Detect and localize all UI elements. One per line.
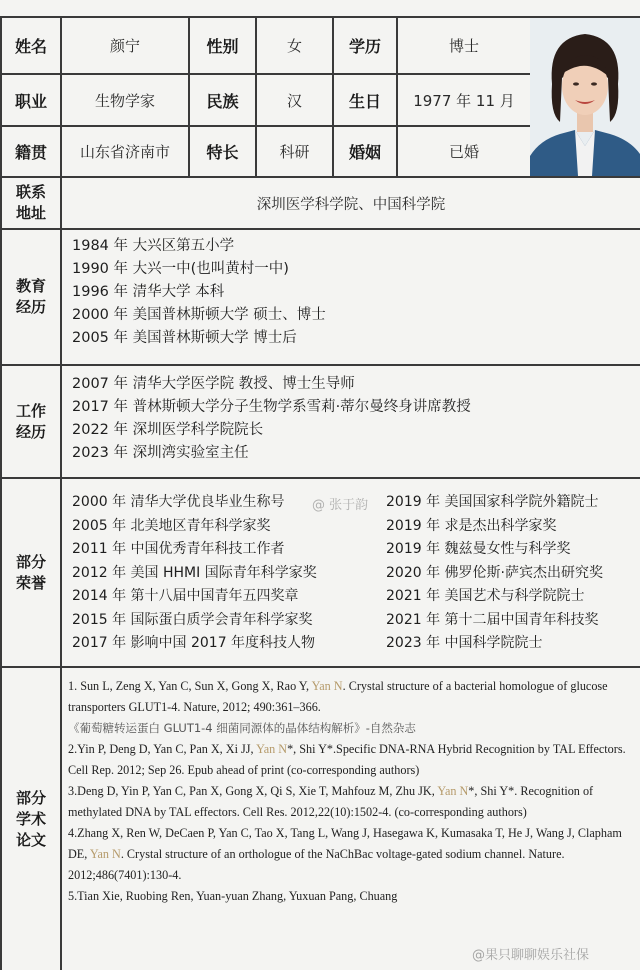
list-item: 2017 年 影响中国 2017 年度科技人物 xyxy=(72,635,316,651)
list-item: 2019 年 美国国家科学院外籍院士 xyxy=(386,494,599,510)
section-label-line: 论文 xyxy=(15,830,46,849)
highlighted-author: Yan N xyxy=(256,742,288,756)
section-label-line: 经历 xyxy=(15,298,46,316)
marriage-label: 婚姻 xyxy=(348,143,381,162)
work-list xyxy=(72,373,471,465)
honors-right-list xyxy=(386,491,603,656)
section-label-line: 部分 xyxy=(15,788,46,807)
section-label-line: 部分 xyxy=(15,552,46,571)
highlighted-author: Yan N xyxy=(311,679,343,693)
rule xyxy=(0,666,640,668)
list-item: 2019 年 魏兹曼女性与科学奖 xyxy=(386,541,571,557)
list-item: 2000 年 美国普林斯顿大学 硕士、博士 xyxy=(72,307,326,323)
list-item: 2023 年 中国科学院院士 xyxy=(386,635,543,651)
work-history-label xyxy=(2,366,60,477)
section-label-line: 学术 xyxy=(15,809,46,828)
top-strip xyxy=(0,0,640,16)
paper-text: 2.Yin P, Deng D, Yan C, Pan X, Xi JJ, xyxy=(68,742,257,756)
rule xyxy=(0,477,640,479)
list-item: 2000 年 清华大学优良毕业生称号 xyxy=(72,494,285,510)
gender-label: 性别 xyxy=(206,37,239,56)
highlighted-author: Yan N xyxy=(437,784,469,798)
list-item: 2014 年 第十八届中国青年五四奖章 xyxy=(72,588,299,604)
section-label-line: 工作 xyxy=(15,401,46,420)
paper-text: . Crystal structure of an orthologue of the NaChBac voltage-gated sodium channel. Nature. 2012;486(7401):130-4. xyxy=(68,847,565,882)
honors-label xyxy=(2,479,60,666)
list-item: 2019 年 求是杰出科学家奖 xyxy=(386,517,557,534)
paper-text: 3.Deng D, Yin P, Yan C, Pan X, Gong X, Qi S, Xie T, Mahfouz M, Zhu JK, xyxy=(68,784,438,798)
ethnicity-value: 汉 xyxy=(286,91,302,110)
birth-value: 1977 年 11 月 xyxy=(413,91,515,110)
education-value: 博士 xyxy=(448,37,479,55)
list-item: 2007 年 清华大学医学院 教授、博士生导师 xyxy=(72,376,355,392)
gender-value: 女 xyxy=(286,37,302,55)
paper-entry xyxy=(68,676,636,718)
address-label xyxy=(2,178,60,228)
papers-list xyxy=(68,676,636,970)
section-label-line: 经历 xyxy=(15,422,46,441)
paper-entry xyxy=(68,718,636,739)
paper-text: 4.Zhang X, Ren W, DeCaen P, Yan C, Tao X, Tang L, Wang J, Hasegawa K, Kumasaka T, He J, Wang J, Clapham DE, xyxy=(68,826,622,861)
list-item: 1996 年 清华大学 本科 xyxy=(72,284,225,300)
list-item: 2015 年 国际蛋白质学会青年科学家奖 xyxy=(72,611,313,628)
papers-label xyxy=(2,668,60,970)
specialty-value: 科研 xyxy=(279,143,310,161)
address-label-line: 联系 xyxy=(15,183,46,201)
list-item: 2011 年 中国优秀青年科技工作者 xyxy=(72,541,285,557)
list-item: 2023 年 深圳湾实验室主任 xyxy=(72,445,249,461)
address-label-line: 地址 xyxy=(15,204,46,222)
list-item: 2012 年 美国 HHMI 国际青年科学家奖 xyxy=(72,564,317,581)
paper-entry xyxy=(68,886,636,907)
marriage-value: 已婚 xyxy=(448,143,479,161)
watermark: @ 张于韵 xyxy=(312,498,369,513)
paper-entry xyxy=(68,739,636,781)
paper-translation: 《葡萄糖转运蛋白 GLUT1-4 细菌同源体的晶体结构解析》-自然杂志 xyxy=(68,721,416,735)
list-item: 2005 年 北美地区青年科学家奖 xyxy=(72,517,271,534)
job-label: 职业 xyxy=(14,91,47,111)
job-value: 生物学家 xyxy=(94,91,155,110)
list-item: 2021 年 第十二届中国青年科技奖 xyxy=(386,611,599,628)
list-item: 2021 年 美国艺术与科学院院士 xyxy=(386,588,585,604)
paper-text: 1. Sun L, Zeng X, Yan C, Sun X, Gong X, Rao Y, xyxy=(68,679,312,693)
rule xyxy=(0,228,640,230)
list-item: 2005 年 美国普林斯顿大学 博士后 xyxy=(72,330,297,346)
education-history-label xyxy=(2,230,60,364)
list-item: 2020 年 佛罗伦斯·萨宾杰出研究奖 xyxy=(386,564,603,581)
paper-text: 5.Tian Xie, Ruobing Ren, Yuan-yuan Zhang, Yuxuan Pang, Chuang xyxy=(68,889,398,903)
birth-label: 生日 xyxy=(348,91,381,111)
education-label: 学历 xyxy=(348,37,381,56)
name-label: 姓名 xyxy=(14,37,47,56)
paper-text: . Crystal structure of a bacterial homologue of glucose transporters GLUT1-4. Nature, 2012; 490:361–366. xyxy=(68,679,608,714)
highlighted-author: Yan N xyxy=(89,847,121,861)
profile-photo xyxy=(530,18,640,176)
ethnicity-label: 民族 xyxy=(206,91,239,111)
list-item: 1990 年 大兴一中(也叫黄村一中) xyxy=(72,261,289,277)
specialty-label: 特长 xyxy=(206,143,239,162)
list-item: 2017 年 普林斯顿大学分子生物学系雪莉·蒂尔曼终身讲席教授 xyxy=(72,399,471,415)
paper-entry xyxy=(68,823,636,886)
origin-label: 籍贯 xyxy=(14,143,47,162)
list-item: 1984 年 大兴区第五小学 xyxy=(72,238,235,254)
rule xyxy=(0,364,640,366)
paper-text: *, Shi Y*. Recognition of methylated DNA by TAL effectors. Cell Res. 2012,22(10):1502-4. (co-corresponding authors) xyxy=(68,784,594,819)
honors-left-list xyxy=(72,491,317,656)
address-value: 深圳医学科学院、中国科学院 xyxy=(256,196,446,213)
origin-value: 山东省济南市 xyxy=(79,143,170,161)
education-list xyxy=(72,235,326,350)
section-label-line: 荣誉 xyxy=(15,573,46,592)
paper-text: *, Shi Y*.Specific DNA-RNA Hybrid Recognition by TAL Effectors. Cell Rep. 2012; Sep 26. Epub ahead of print (co-corresponding authors) xyxy=(68,742,626,777)
watermark: @果只聊聊娱乐社保 xyxy=(472,948,590,963)
section-label-line: 教育 xyxy=(15,277,46,295)
paper-entry xyxy=(68,781,636,823)
list-item: 2022 年 深圳医学科学院院长 xyxy=(72,422,264,438)
name-value: 颜宁 xyxy=(109,37,140,55)
